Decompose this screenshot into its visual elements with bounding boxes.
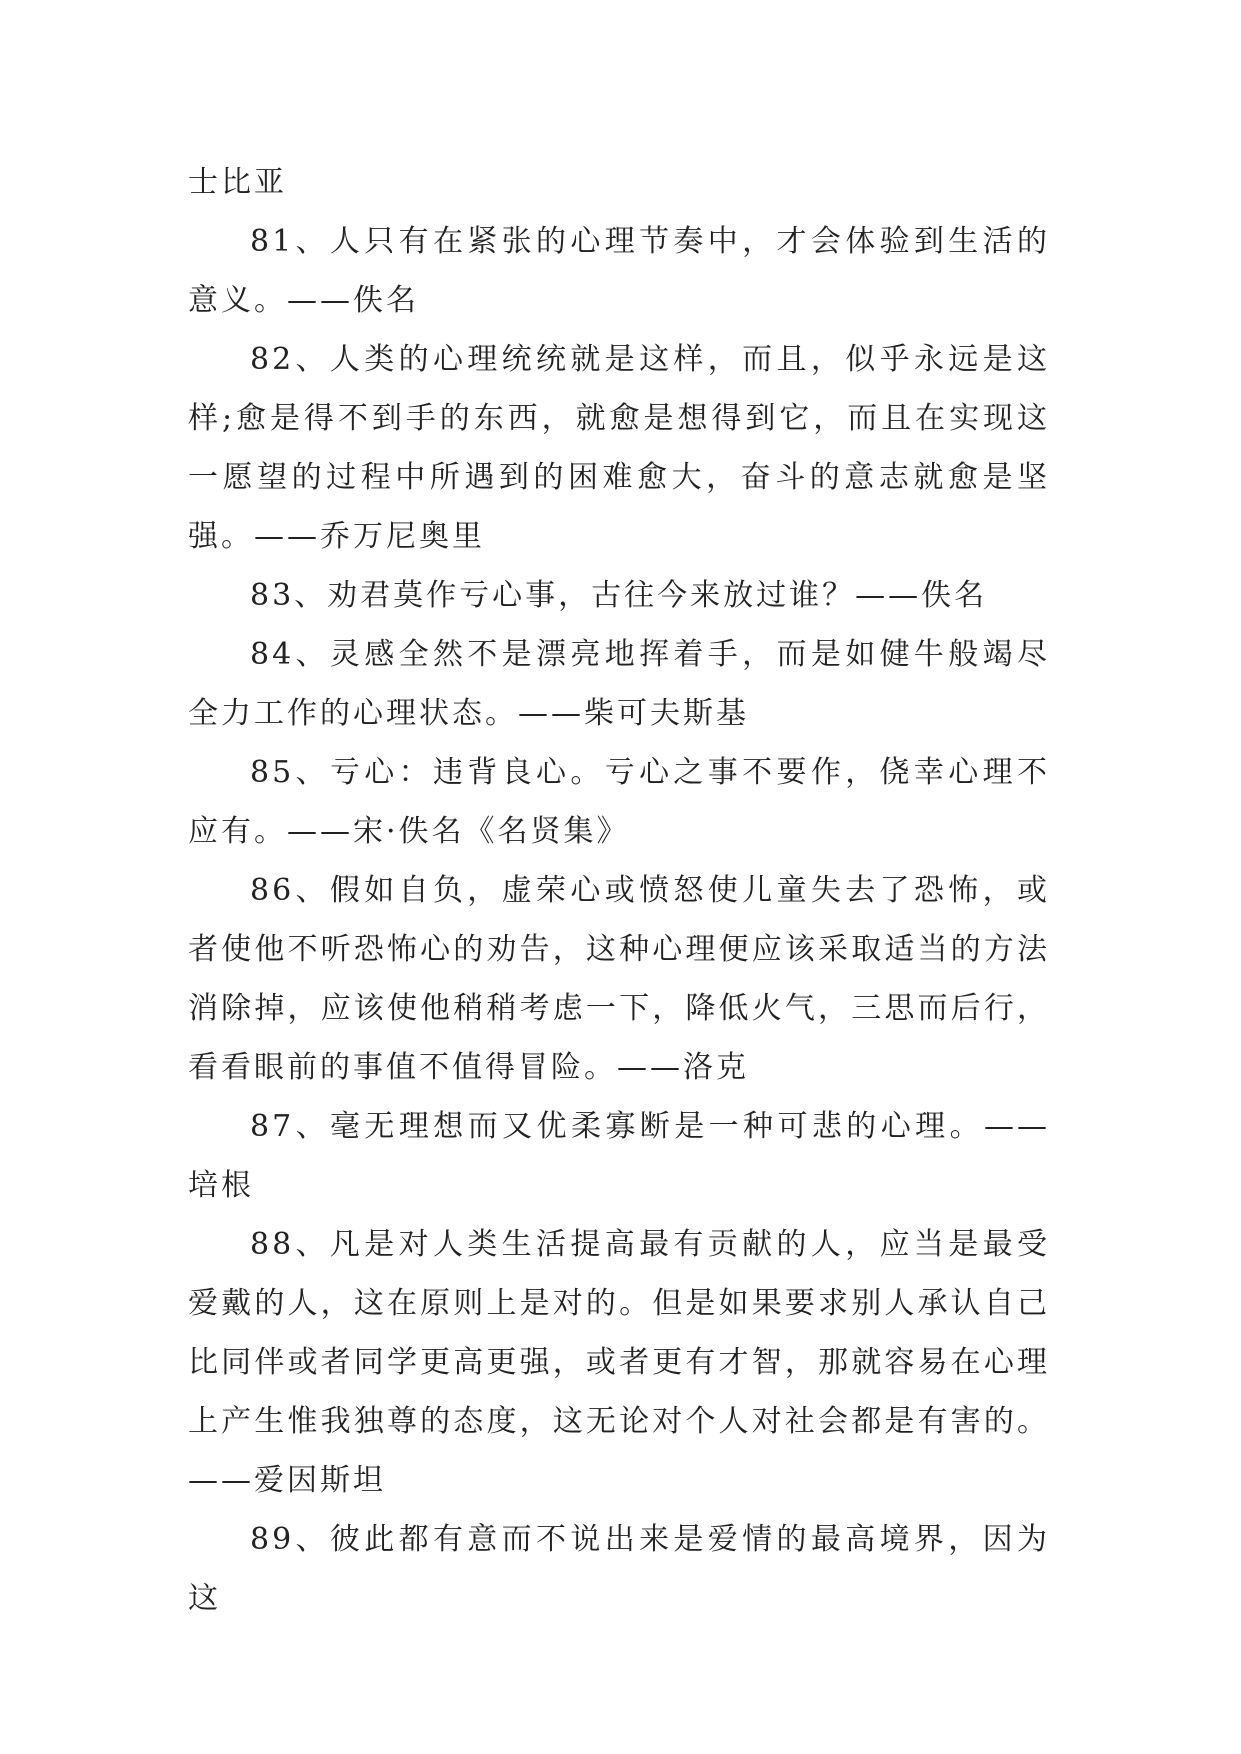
quote-85: 85、亏心：违背良心。亏心之事不要作，侥幸心理不应有。——宋·佚名《名贤集》: [188, 755, 1050, 849]
quote-87: 87、毫无理想而又优柔寡断是一种可悲的心理。——培根: [188, 1109, 1050, 1203]
quote-89: 89、彼此都有意而不说出来是爱情的最高境界，因为这: [188, 1522, 1050, 1616]
quote-88: 88、凡是对人类生活提高最有贡献的人，应当是最受爱戴的人，这在原则上是对的。但是如果要求别人承认自己比同伴或者同学更高更强，或者更有才智，那就容易在心理上产生惟我独尊的态度，这无论对个人对社会都是有害的。——爱因斯坦: [188, 1227, 1050, 1498]
paragraph-continuation: 士比亚: [188, 165, 287, 200]
document-body: [188, 153, 1050, 1628]
quote-84: 84、灵感全然不是漂亮地挥着手，而是如健牛般竭尽全力工作的心理状态。——柴可夫斯基: [188, 637, 1050, 731]
quote-81: 81、人只有在紧张的心理节奏中，才会体验到生活的意义。——佚名: [188, 224, 1050, 318]
quote-83: 83、劝君莫作亏心事，古往今来放过谁？——佚名: [250, 578, 988, 613]
quote-82: 82、人类的心理统统就是这样，而且，似乎永远是这样;愈是得不到手的东西，就愈是想得到它，而且在实现这一愿望的过程中所遇到的困难愈大，奋斗的意志就愈是坚强。——乔万尼奥里: [188, 342, 1050, 554]
quote-86: 86、假如自负，虚荣心或愤怒使儿童失去了恐怖，或者使他不听恐怖心的劝告，这种心理便应该采取适当的方法消除掉，应该使他稍稍考虑一下，降低火气，三思而后行，看看眼前的事值不值得冒险。——洛克: [188, 873, 1050, 1085]
